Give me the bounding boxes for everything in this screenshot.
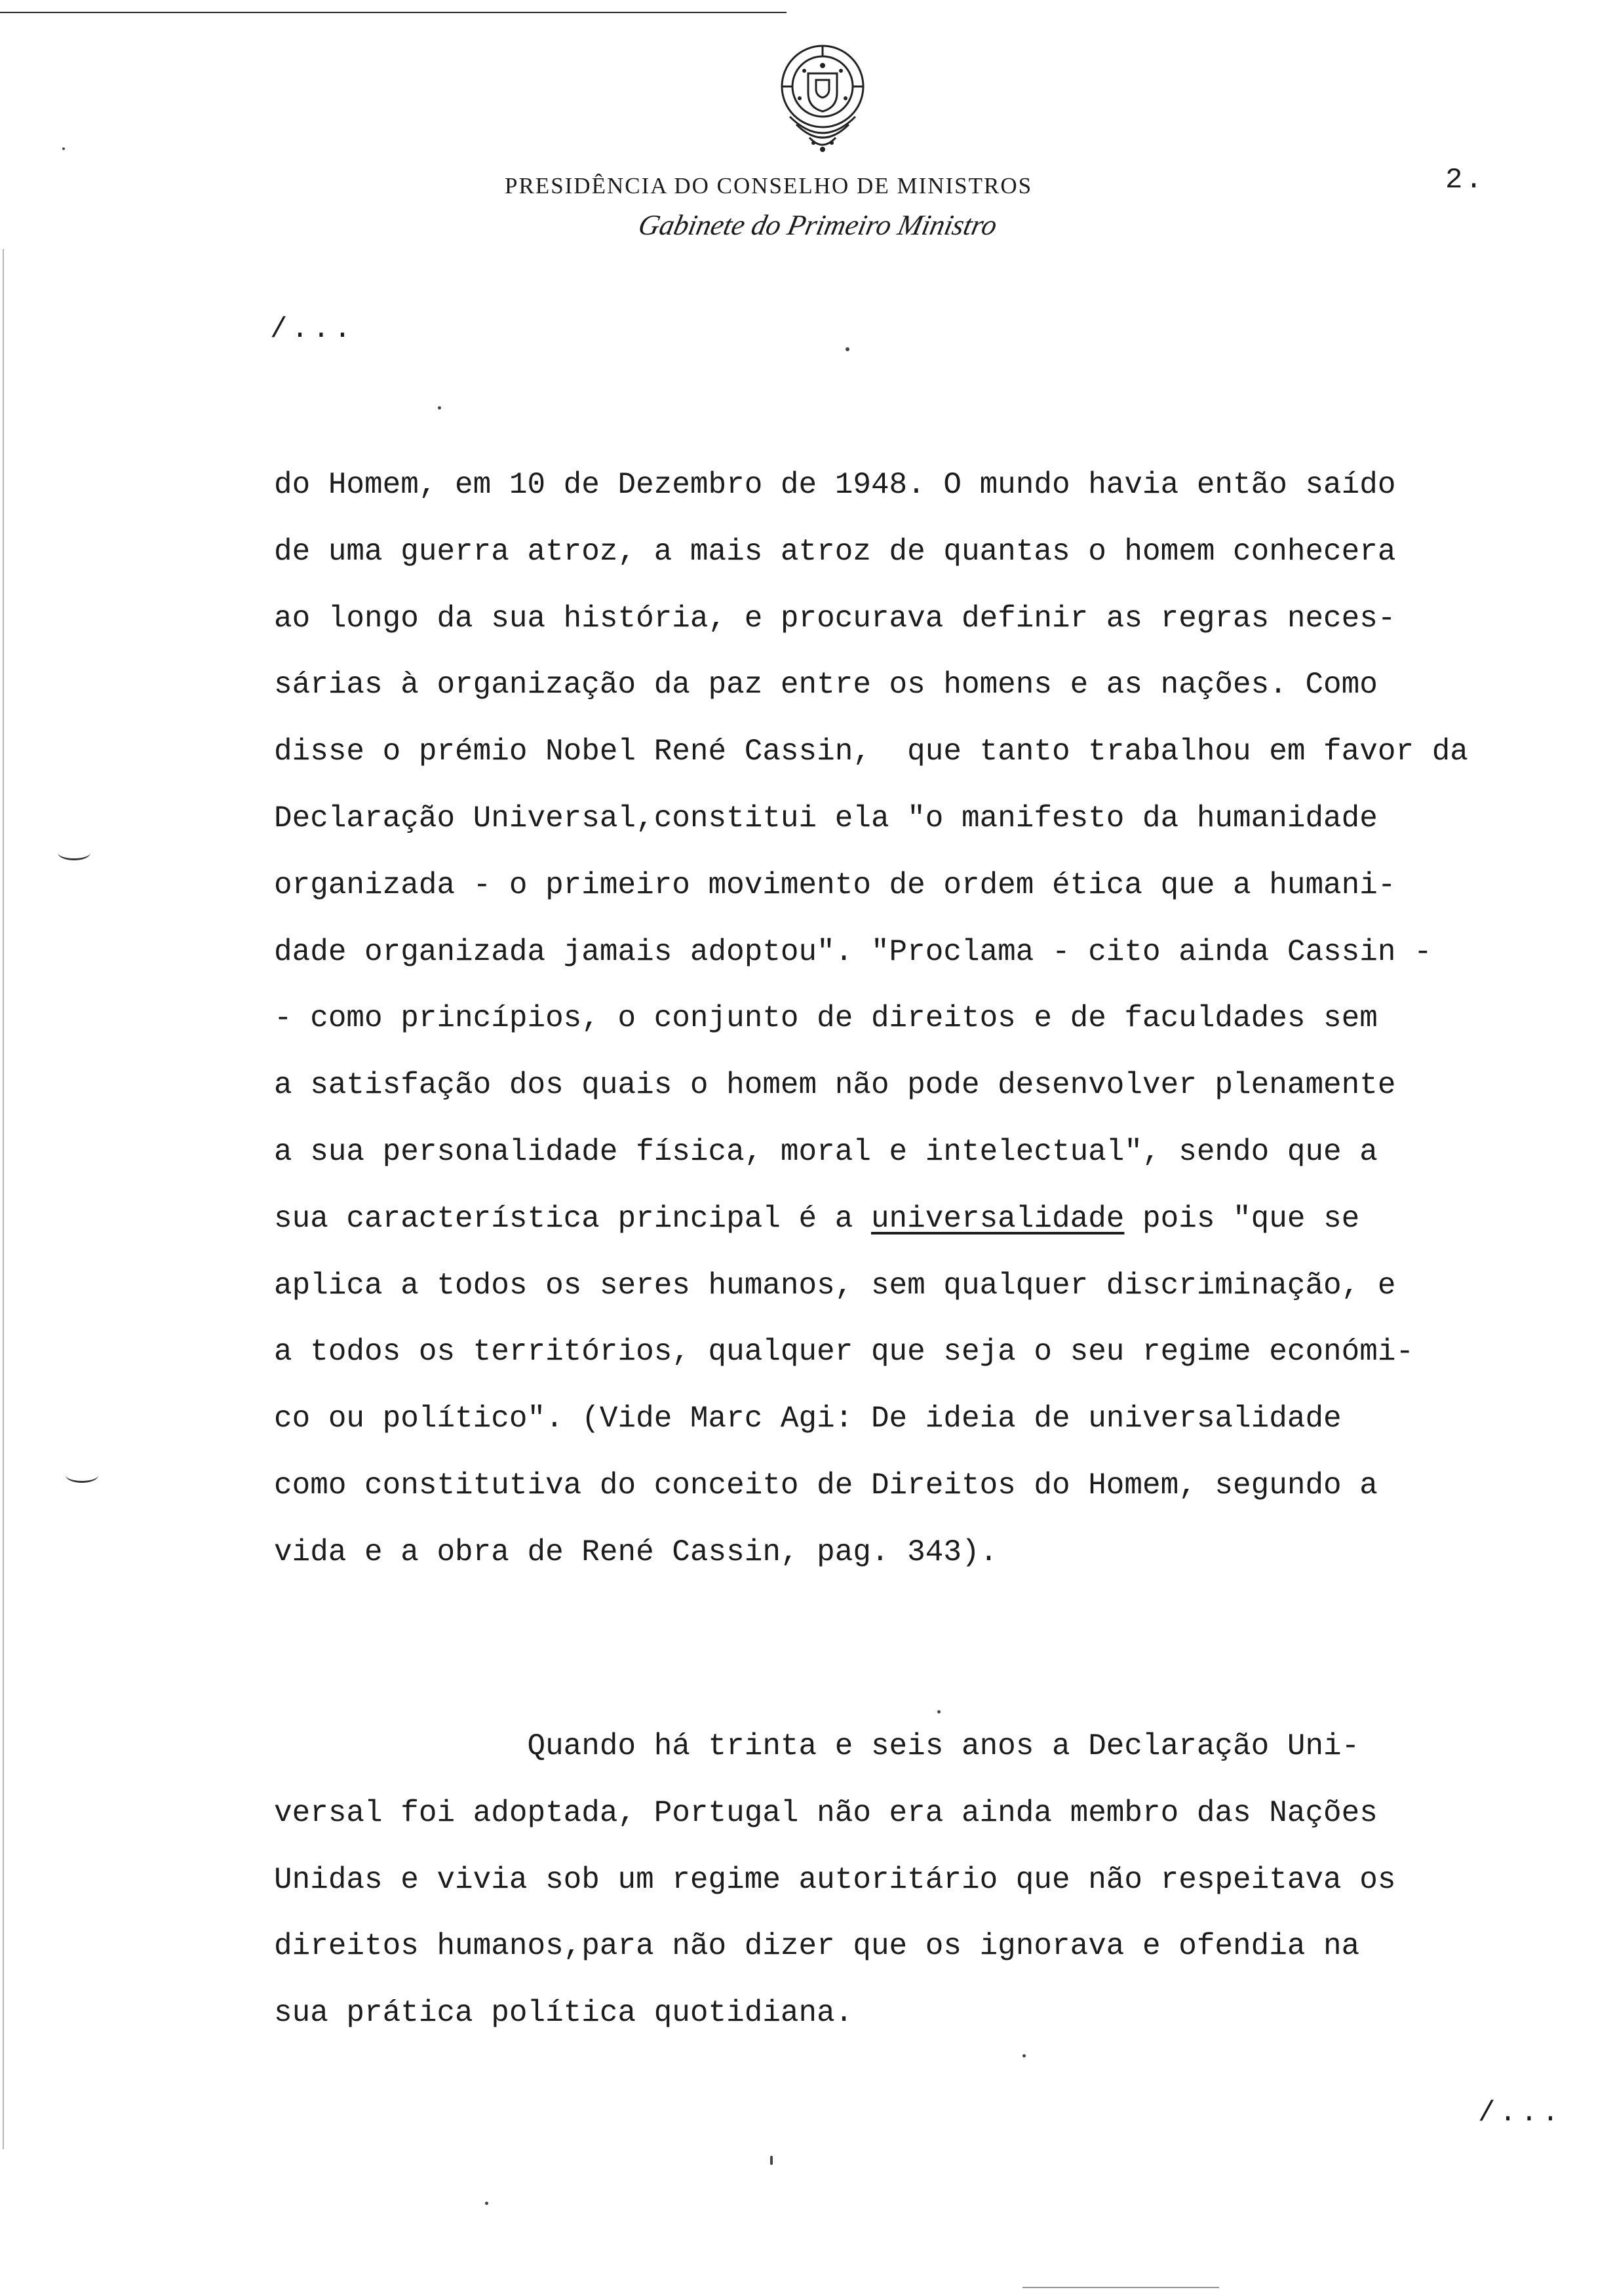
scan-artifact: [58, 845, 90, 860]
text-line: versal foi adoptada, Portugal não era ainda membro das Nações: [274, 1795, 1378, 1830]
scan-edge-bottom: [1022, 2287, 1219, 2288]
scan-speck: [846, 347, 849, 351]
text-line: a sua personalidade física, moral e intelectual", sendo que a: [274, 1134, 1378, 1169]
text-line: organizada - o primeiro movimento de ordem ética que a humani-: [274, 868, 1396, 902]
text-line: sárias à organização da paz entre os homens e as nações. Como: [274, 668, 1378, 702]
cabinet-subtitle: Gabinete do Primeiro Ministro: [635, 209, 1000, 241]
scan-edge-top: [0, 12, 787, 13]
continuation-marker-bottom: /...: [1478, 2097, 1563, 2130]
text-line: vida e a obra de René Cassin, pag. 343).: [274, 1535, 998, 1569]
scan-speck: [62, 147, 65, 150]
text-line: [274, 1186, 1552, 1253]
scan-artifact: [66, 1468, 98, 1483]
text-line: aplica a todos os seres humanos, sem qualquer discriminação, e: [274, 1268, 1396, 1303]
text-line: direitos humanos,para não dizer que os ignorava e ofendia na: [274, 1929, 1360, 1964]
text-line: a todos os territórios, qualquer que seja o seu regime económi-: [274, 1335, 1414, 1369]
text-line: dade organizada jamais adoptou". "Proclama - cito ainda Cassin -: [274, 934, 1432, 969]
coat-of-arms-icon: [770, 39, 875, 161]
text-line: Declaração Universal,constitui ela "o manifesto da humanidade: [274, 801, 1378, 835]
scan-edge-left: [3, 249, 4, 2149]
scan-speck: [937, 1710, 941, 1713]
text-line: disse o prémio Nobel René Cassin, que tanto trabalhou em favor da: [274, 735, 1468, 769]
paragraph-1: [274, 452, 1552, 1586]
scan-speck: [770, 2156, 773, 2165]
scan-speck: [438, 406, 441, 410]
scan-speck: [1022, 2054, 1026, 2057]
underlined-word: universalidade: [870, 1201, 1125, 1236]
text-line: - como princípios, o conjunto de direitos e de faculdades sem: [274, 1001, 1378, 1036]
text-segment: pois "que se: [1124, 1201, 1360, 1236]
page-number: 2.: [1445, 164, 1485, 197]
text-line: de uma guerra atroz, a mais atroz de quantas o homem conhecera: [274, 534, 1396, 569]
ministry-header-title: PRESIDÊNCIA DO CONSELHO DE MINISTROS: [505, 173, 1033, 199]
text-segment: sua característica principal é a: [274, 1201, 871, 1236]
text-line: Quando há trinta e seis anos a Declaração Uni-: [274, 1729, 1360, 1763]
scan-speck: [485, 2202, 488, 2205]
text-line: co ou político". (Vide Marc Agi: De ideia de universalidade: [274, 1402, 1342, 1436]
text-line: Unidas e vivia sob um regime autoritário que não respeitava os: [274, 1862, 1396, 1897]
text-line: a satisfação dos quais o homem não pode desenvolver plenamente: [274, 1068, 1396, 1103]
continuation-marker-top: /...: [270, 313, 355, 346]
paragraph-2: [274, 1713, 1552, 2047]
text-line: do Homem, em 10 de Dezembro de 1948. O mundo havia então saído: [274, 468, 1396, 502]
text-line: sua prática política quotidiana.: [274, 1996, 853, 2031]
text-line: ao longo da sua história, e procurava definir as regras neces-: [274, 601, 1396, 636]
text-line: como constitutiva do conceito de Direitos do Homem, segundo a: [274, 1468, 1378, 1502]
